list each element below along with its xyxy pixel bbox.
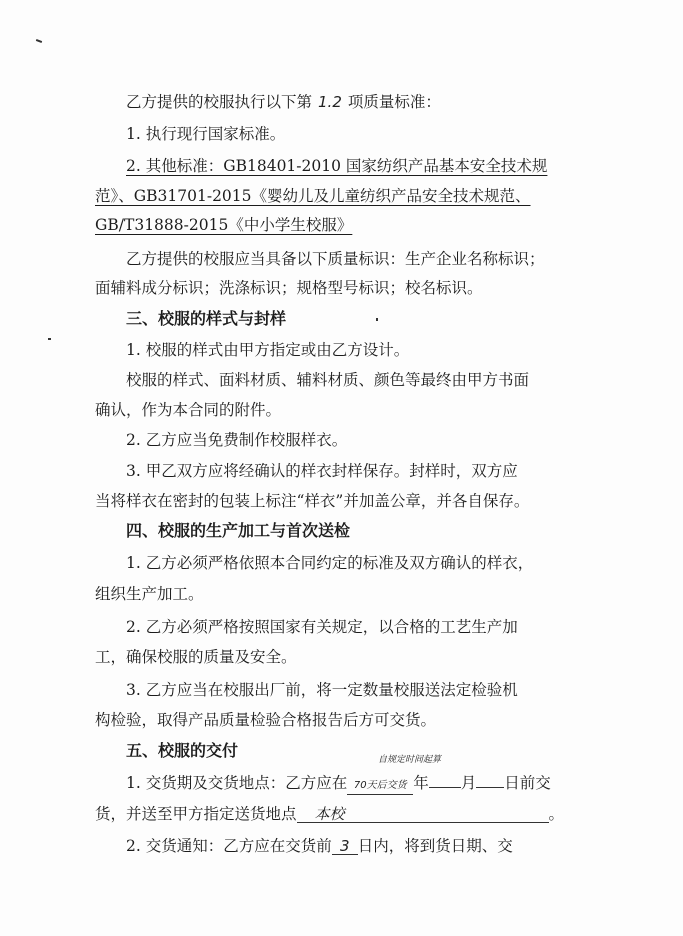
- quality-labels-paragraph-cont: 面辅料成分标识；洗涤标识；规格型号标识；校名标识。: [95, 279, 483, 297]
- text-segment: 月: [460, 774, 477, 792]
- section-4-item-3-cont: 构检验，取得产品质量检验合格报告后方可交货。: [95, 711, 437, 729]
- text-segment: 日前交: [504, 774, 551, 792]
- section-4-item-2: 2. 乙方必须严格按照国家有关规定，以合格的工艺生产加: [126, 618, 518, 636]
- section-3-item-1: 1. 校服的样式由甲方指定或由乙方设计。: [126, 341, 410, 359]
- handwritten-notice-days: 3: [339, 837, 350, 855]
- delivery-notice-line: [126, 836, 606, 856]
- handwritten-delivery-note: 自规定时间起算: [378, 755, 442, 765]
- day-blank: [476, 787, 504, 788]
- underlined-text: 范》、GB31701-2015《婴幼儿及儿童纺织产品安全技术规范、: [95, 187, 531, 205]
- section-5-heading: 五、校服的交付: [126, 741, 239, 760]
- text-segment: 乙方提供的校服执行以下第: [126, 93, 313, 111]
- handwritten-text: 70天后交货: [353, 780, 407, 791]
- scan-speck: [36, 39, 42, 43]
- handwritten-standard-items: 1.2: [318, 93, 342, 111]
- section-4-item-3: 3. 乙方应当在校服出厂前，将一定数量校服送法定检验机: [126, 681, 518, 699]
- section-4-item-1-cont: 组织生产加工。: [95, 585, 204, 603]
- text-segment: 项质量标准：: [347, 93, 441, 111]
- section-3-item-3-cont: 当将样衣在密封的包装上标注“样衣”并加盖公章，并各自保存。: [95, 492, 530, 510]
- delivery-date-line: [126, 773, 606, 795]
- quality-labels-paragraph: 乙方提供的校服应当具备以下质量标识：生产企业名称标识；: [126, 250, 545, 268]
- delivery-place-line: [95, 804, 575, 824]
- section-3-heading: 三、校服的样式与封样: [126, 309, 287, 328]
- underlined-text: 2. 其他标准：GB18401-2010 国家纺织产品基本安全技术规: [126, 157, 548, 175]
- text-segment: 年: [413, 774, 429, 792]
- section-3-item-2: 2. 乙方应当免费制作校服样衣。: [126, 431, 348, 449]
- quality-standard-intro: [126, 92, 606, 112]
- text-segment: 。: [548, 805, 565, 823]
- text-segment: 货，并送至甲方指定送货地点: [95, 805, 297, 823]
- text-segment: 2. 交货通知：乙方应在交货前: [126, 837, 332, 855]
- delivery-place-blank: [297, 806, 549, 823]
- scan-speck: [48, 338, 51, 340]
- notice-days-blank: [332, 838, 358, 855]
- section-4-item-2-cont: 工，确保校服的质量及安全。: [95, 648, 297, 666]
- month-blank: [429, 787, 461, 788]
- standard-item-2-cont: [95, 186, 575, 206]
- scan-speck: [376, 318, 378, 321]
- underlined-text: GB/T31888-2015《中小学生校服》: [95, 216, 353, 234]
- text-segment: 日内，将到货日期、交: [357, 837, 513, 855]
- section-3-item-3: 3. 甲乙双方应将经确认的样衣封样保存。封样时，双方应: [126, 462, 518, 480]
- handwritten-delivery-period: [347, 778, 413, 795]
- text-segment: 1. 交货期及交货地点：乙方应在: [126, 774, 348, 792]
- section-3-paragraph-cont: 确认，作为本合同的附件。: [95, 401, 282, 419]
- section-4-item-1: 1. 乙方必须严格依照本合同约定的标准及双方确认的样衣，: [126, 554, 534, 572]
- standard-item-1: 1. 执行现行国家标准。: [126, 125, 286, 143]
- handwritten-delivery-place: 本校: [314, 805, 345, 823]
- section-3-paragraph: 校服的样式、面料材质、辅料材质、颜色等最终由甲方书面: [126, 371, 530, 389]
- standard-item-2: [126, 156, 606, 176]
- standard-item-2-cont2: [95, 215, 575, 235]
- section-4-heading: 四、校服的生产加工与首次送检: [126, 521, 351, 540]
